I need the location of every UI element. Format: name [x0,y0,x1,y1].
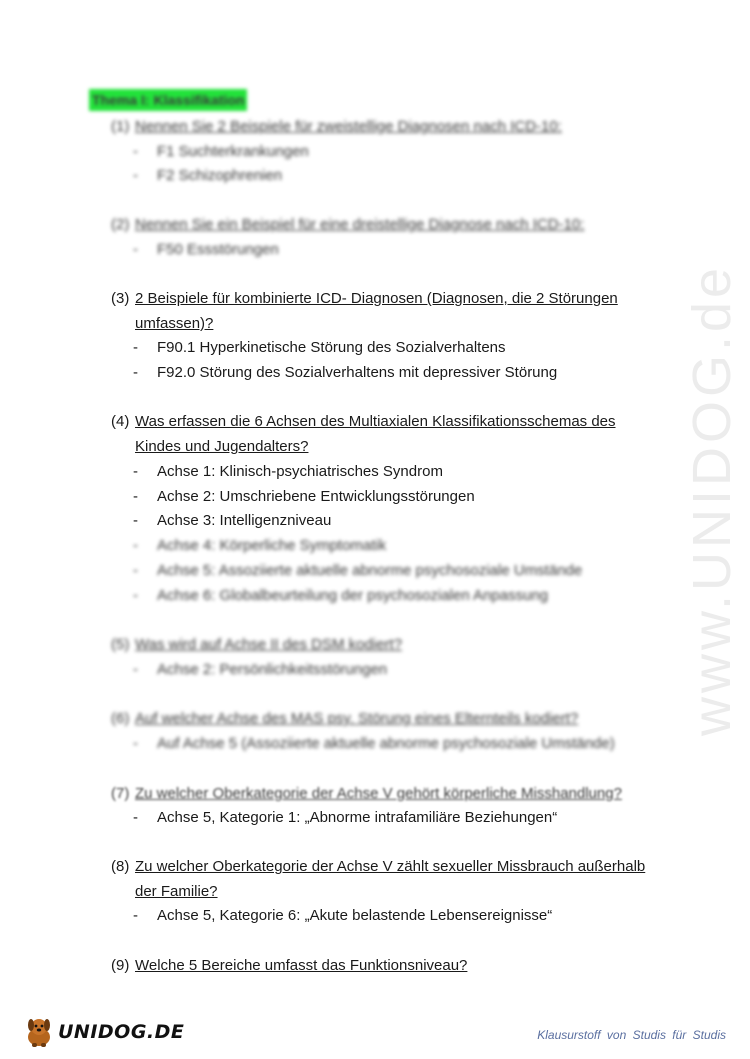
answer-item: - Achse 5, Kategorie 1: „Abnorme intrafamiliäre Beziehungen“ [133,809,558,826]
question-number: (5) [111,636,130,653]
answer-item: - Achse 3: Intelligenzniveau [133,512,332,529]
question-4 [111,409,651,459]
answer-item: - Achse 4: Körperliche Symptomatik [133,537,387,554]
answer-item: - Achse 1: Klinisch-psychiatrisches Syndrom [133,463,443,480]
question-text: Welche 5 Bereiche umfasst das Funktionsniveau? [135,957,468,974]
answer-item: - Achse 2: Persönlichkeitsstörungen [133,661,388,678]
question-3 [111,286,651,336]
question-number: (4) [111,413,130,430]
question-number: (3) [111,290,130,307]
question-text: Zu welcher Oberkategorie der Achse V zählt sexueller Missbrauch außerhalb der Familie? [135,858,646,900]
answer-item: - F1 Suchterkrankungen [133,143,309,160]
question-text: Auf welcher Achse des MAS psy. Störung eines Elternteils kodiert? [135,710,579,727]
answer-item: - Achse 5: Assoziierte aktuelle abnorme psychosoziale Umstände [133,562,583,579]
question-8 [111,854,651,904]
unidog-logo [22,1012,184,1052]
dog-mascot-icon [22,1015,56,1049]
question-text: Nennen Sie ein Beispiel für eine dreistellige Diagnose nach ICD-10: [135,216,585,233]
question-number: (8) [111,858,130,875]
question-number: (2) [111,216,130,233]
question-number: (6) [111,710,130,727]
question-7 [111,781,651,806]
question-5 [111,632,651,657]
answer-item: - Achse 6: Globalbeurteilung der psychosozialen Anpassung [133,587,549,604]
answer-item: - Auf Achse 5 (Assoziierte aktuelle abnorme psychosoziale Umstände) [133,735,615,752]
answer-item: - F2 Schizophrenien [133,167,283,184]
answer-item: - Achse 2: Umschriebene Entwicklungsstörungen [133,488,475,505]
question-text: Zu welcher Oberkategorie der Achse V gehört körperliche Misshandlung? [135,785,622,802]
question-text: Was erfassen die 6 Achsen des Multiaxialen Klassifikationsschemas des Kindes und Jugendalters? [135,413,616,455]
answer-item: - F50 Essstörungen [133,241,279,258]
footer-tagline: Klausurstoff von Studis für Studis [537,1028,726,1042]
section-title: Thema I: Klassifikation [89,89,247,111]
question-number: (1) [111,118,130,135]
question-6 [111,706,651,731]
question-1 [111,114,651,139]
question-text: Nennen Sie 2 Beispiele für zweistellige Diagnosen nach ICD-10: [135,118,562,135]
logo-text: UNIDOG.DE [58,1021,185,1043]
question-text: Was wird auf Achse II des DSM kodiert? [135,636,403,653]
question-number: (7) [111,785,130,802]
answer-item: - F92.0 Störung des Sozialverhaltens mit depressiver Störung [133,364,558,381]
answer-item: - Achse 5, Kategorie 6: „Akute belastende Lebensereignisse“ [133,907,553,924]
answer-item: - F90.1 Hyperkinetische Störung des Sozialverhaltens [133,339,506,356]
question-9 [111,953,651,978]
question-number: (9) [111,957,130,974]
watermark: www.UNIDOG.de [682,263,742,737]
question-text: 2 Beispiele für kombinierte ICD- Diagnosen (Diagnosen, die 2 Störungen umfassen)? [135,290,618,332]
question-2 [111,212,651,237]
